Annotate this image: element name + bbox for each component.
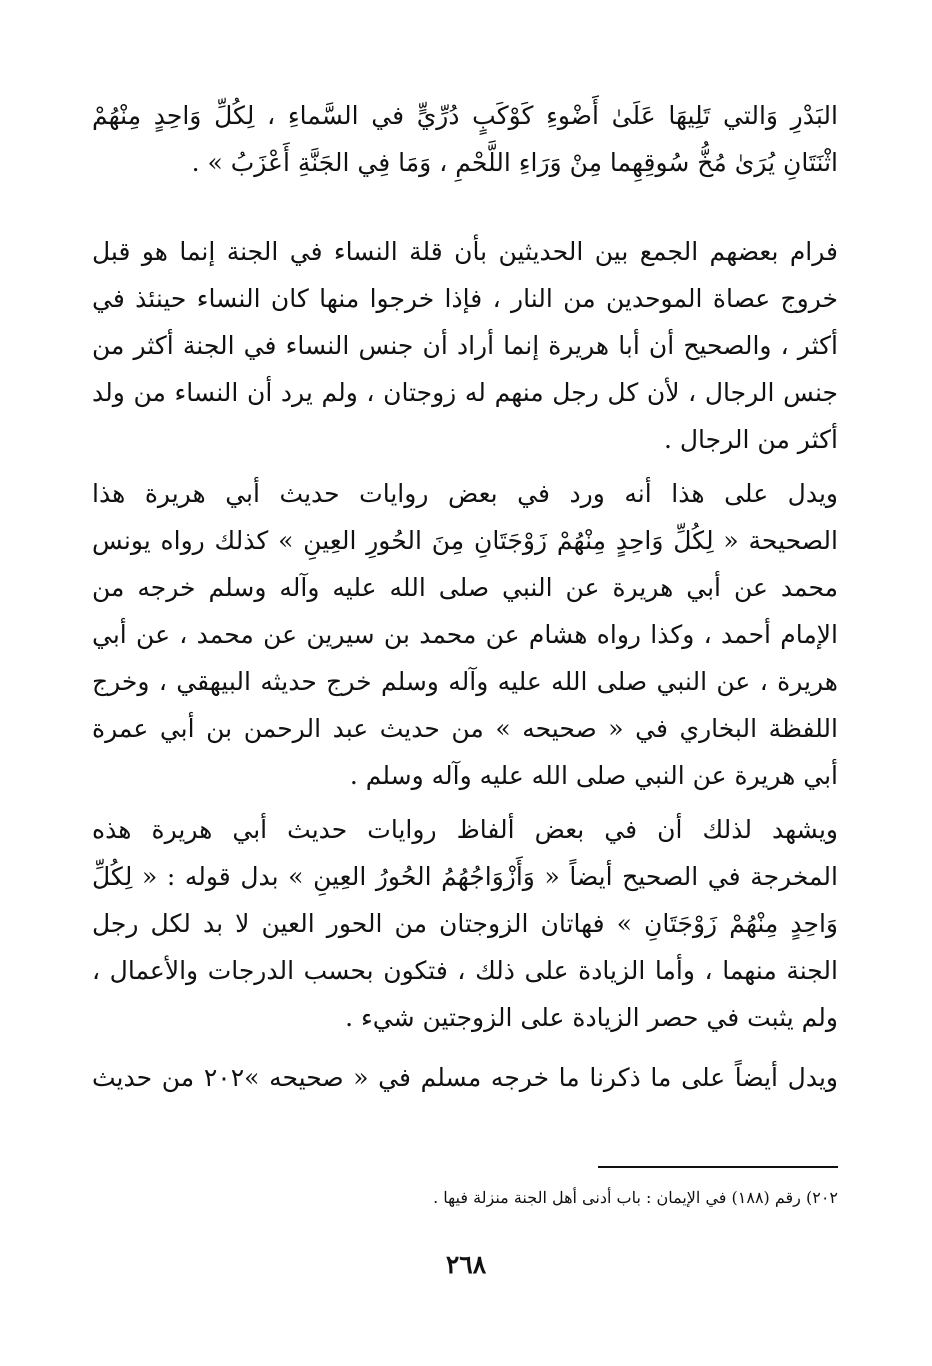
text-line: الجنة منهما ، وأما الزيادة على ذلك ، فتكون بحسب الدرجات والأعمال ، — [92, 956, 838, 985]
text-line: أبي هريرة عن النبي صلى الله عليه وآله وسلم . — [349, 761, 838, 790]
text-line: أكثر ، والصحيح أن أبا هريرة إنما أراد أن جنس النساء في الجنة أكثر من — [92, 331, 838, 360]
text-line: محمد عن أبي هريرة عن النبي صلى الله عليه وآله وسلم خرجه من — [92, 573, 838, 602]
text-line: أكثر من الرجال . — [664, 425, 838, 454]
text-line: الإمام أحمد ، وكذا رواه هشام عن محمد بن سيرين عن محمد ، عن أبي — [92, 620, 838, 649]
paragraph-3 — [92, 806, 838, 1041]
text-line: المخرجة في الصحيح أيضاً « وَأَزْوَاجُهُمُ الحُورُ العِينِ » بدل قوله : « لِكُلِّ — [92, 862, 838, 891]
page-number: ٢٦٨ — [445, 1250, 487, 1279]
footnote-separator — [598, 1166, 838, 1168]
text-line: اللفظة البخاري في « صحيحه » من حديث عبد الرحمن بن أبي عمرة — [92, 714, 838, 743]
text-line: وَاحِدٍ مِنْهُمْ زَوْجَتَانِ » فهاتان الزوجتان من الحور العين لا بد لكل رجل — [92, 909, 838, 938]
text-line: ويدل أيضاً على ما ذكرنا ما خرجه مسلم في « صحيحه »٢٠٢ من حديث — [92, 1063, 838, 1092]
text-line: جنس الرجال ، لأن كل رجل منهم له زوجتان ، ولم يرد أن النساء من ولد — [92, 378, 838, 407]
paragraph-2 — [92, 470, 838, 799]
footnote: ٢٠٢) رقم (١٨٨) في الإيمان : باب أدنى أهل الجنة منزلة فيها . — [433, 1188, 838, 1207]
text-line: فرام بعضهم الجمع بين الحديثين بأن قلة النساء في الجنة إنما هو قبل — [92, 237, 838, 266]
text-line: هريرة ، عن النبي صلى الله عليه وآله وسلم خرج حديثه البيهقي ، وخرج — [92, 667, 838, 696]
text-line: اثْنَتَانِ يُرَىٰ مُخُّ سُوقِهِما مِنْ وَرَاءِ اللَّحْمِ ، وَمَا فِي الجَنَّةِ أَعْزَبُ » . — [191, 148, 838, 177]
text-line: الصحيحة « لِكُلِّ وَاحِدٍ مِنْهُمْ زَوْجَتَانِ مِنَ الحُورِ العِينِ » كذلك رواه يونس — [92, 526, 838, 555]
text-line: البَدْرِ وَالتي تَلِيهَا عَلَىٰ أَضْوءِ كَوْكَبٍ دُرِّيٍّ في السَّماءِ ، لِكُلِّ وَاحِدٍ مِنْهُمْ — [92, 101, 838, 130]
text-line: ويدل على هذا أنه ورد في بعض روايات حديث أبي هريرة هذا — [92, 479, 838, 508]
hadith-continuation — [92, 92, 838, 186]
text-line: ويشهد لذلك أن في بعض ألفاظ روايات حديث أبي هريرة هذه — [92, 815, 838, 844]
paragraph-1 — [92, 228, 838, 463]
paragraph-4 — [92, 1054, 838, 1101]
text-line: خروج عصاة الموحدين من النار ، فإذا خرجوا منها كان النساء حينئذ في — [92, 284, 838, 313]
text-line: ولم يثبت في حصر الزيادة على الزوجتين شيء . — [345, 1003, 838, 1032]
